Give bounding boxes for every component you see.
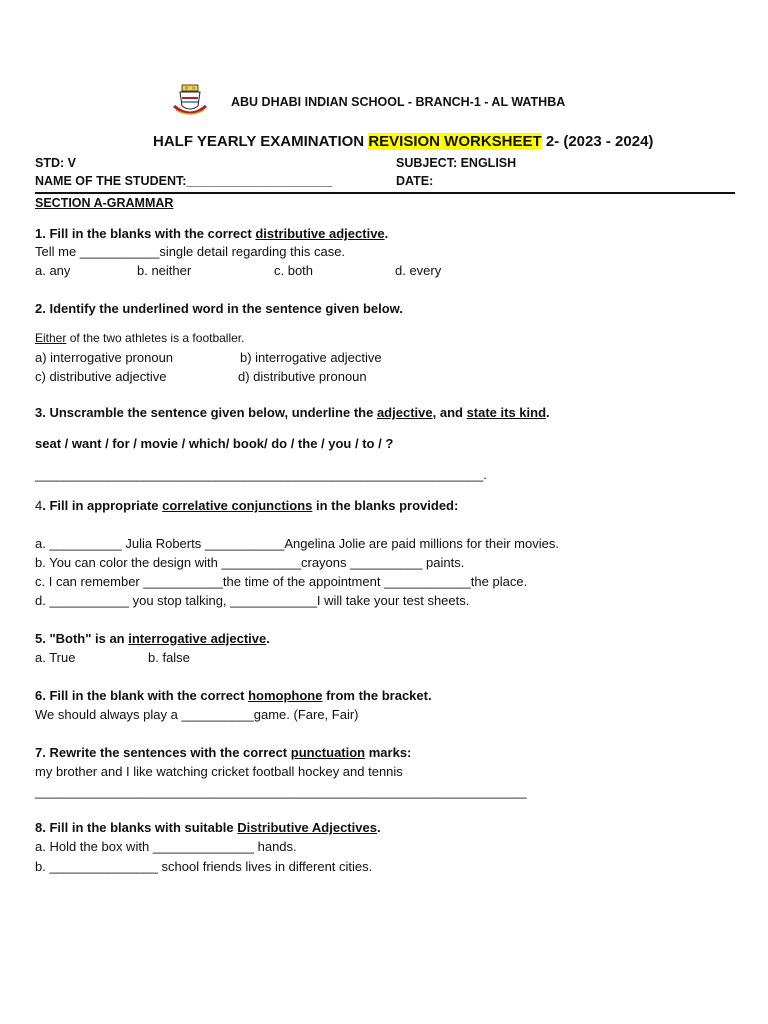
q1-underlined: distributive adjective xyxy=(255,226,385,241)
q4-suffix: in the blanks provided: xyxy=(312,498,459,513)
q8-item-a: a. Hold the box with ______________ hands. xyxy=(35,839,297,854)
q5-suffix: . xyxy=(266,631,270,646)
worksheet-title xyxy=(153,133,653,150)
q4-prefix: . Fill in appropriate xyxy=(42,498,163,513)
q4-underlined: correlative conjunctions xyxy=(162,498,313,513)
q3-underlined-1: adjective xyxy=(376,405,433,420)
q1-sentence: Tell me ___________single detail regarding this case. xyxy=(35,244,346,259)
section-title: SECTION A-GRAMMAR xyxy=(35,196,174,210)
q3-answer-line: ______________________________________________________________. xyxy=(35,467,487,482)
q8-suffix: . xyxy=(376,820,381,835)
subject-label: SUBJECT: ENGLISH xyxy=(396,156,517,170)
question-4 xyxy=(35,498,458,513)
q7-sentence: my brother and I like watching cricket football hockey and tennis xyxy=(35,764,403,779)
question-7 xyxy=(35,745,411,760)
q6-prefix: 6. Fill in the blank with the correct xyxy=(35,688,249,703)
q2-option-d: d) distributive pronoun xyxy=(238,369,367,384)
question-8 xyxy=(35,820,381,835)
school-logo xyxy=(170,84,210,120)
q2-option-b: b) interrogative adjective xyxy=(240,350,382,365)
title-suffix: 2- (2023 - 2024) xyxy=(541,133,654,150)
std-label: STD: V xyxy=(35,156,76,170)
q4-item-c: c. I can remember ___________the time of the appointment ____________the place. xyxy=(35,574,528,589)
q3-underlined-2: state its kind xyxy=(466,405,547,420)
q1-option-a: a. any xyxy=(35,263,71,278)
question-6 xyxy=(35,688,432,703)
q2-option-c: c) distributive adjective xyxy=(35,369,167,384)
title-highlight: REVISION WORKSHEET xyxy=(368,133,542,150)
q1-prefix: 1. Fill in the blanks with the correct xyxy=(35,226,256,241)
q4-item-d: d. ___________ you stop talking, ____________I will take your test sheets. xyxy=(35,593,470,608)
q6-suffix: from the bracket. xyxy=(322,688,432,703)
q1-suffix: . xyxy=(384,226,389,241)
q5-underlined: interrogative adjective xyxy=(128,631,267,646)
q7-answer-line: ____________________________________________________________________ xyxy=(35,784,527,799)
q1-option-b: b. neither xyxy=(137,263,192,278)
q2-sentence-rest: of the two athletes is a footballer. xyxy=(66,331,245,345)
q8-underlined: Distributive Adjectives xyxy=(237,820,377,835)
school-name: ABU DHABI INDIAN SCHOOL - BRANCH-1 - AL WATHBA xyxy=(231,95,566,109)
q2-underlined-word: Either xyxy=(35,331,67,345)
header-divider xyxy=(35,192,735,194)
question-2: 2. Identify the underlined word in the sentence given below. xyxy=(35,301,403,316)
q3-suffix: . xyxy=(546,405,550,420)
q4-item-b: b. You can color the design with ___________crayons __________ paints. xyxy=(35,555,465,570)
q5-option-b: b. false xyxy=(148,650,190,665)
q1-option-c: c. both xyxy=(274,263,314,278)
q8-item-b: b. _______________ school friends lives in different cities. xyxy=(35,859,373,874)
q8-prefix: 8. Fill in the blanks with suitable xyxy=(35,820,238,835)
q4-number: 4 xyxy=(35,498,43,513)
date-label: DATE: xyxy=(396,174,434,188)
q6-sentence: We should always play a __________game. (Fare, Fair) xyxy=(35,707,359,722)
question-1 xyxy=(35,226,388,241)
q4-item-a: a. __________ Julia Roberts ___________Angelina Jolie are paid millions for their movies. xyxy=(35,536,559,551)
question-3 xyxy=(35,405,550,420)
q3-prefix: 3. Unscramble the sentence given below, underline the xyxy=(35,405,377,420)
q3-mid: , and xyxy=(432,405,467,420)
student-name-label: NAME OF THE STUDENT:_____________________ xyxy=(35,174,333,188)
q5-option-a: a. True xyxy=(35,650,76,665)
q1-option-d: d. every xyxy=(395,263,442,278)
q2-sentence xyxy=(35,331,244,345)
q2-option-a: a) interrogative pronoun xyxy=(35,350,174,365)
q7-underlined: punctuation xyxy=(290,745,366,760)
q3-scrambled-sentence: seat / want / for / movie / which/ book/ do / the / you / to / ? xyxy=(35,436,394,451)
question-5 xyxy=(35,631,270,646)
q7-suffix: marks: xyxy=(365,745,412,760)
q6-underlined: homophone xyxy=(248,688,323,703)
q5-prefix: 5. "Both" is an xyxy=(35,631,129,646)
title-prefix: HALF YEARLY EXAMINATION xyxy=(153,133,369,150)
q7-prefix: 7. Rewrite the sentences with the correct xyxy=(35,745,291,760)
